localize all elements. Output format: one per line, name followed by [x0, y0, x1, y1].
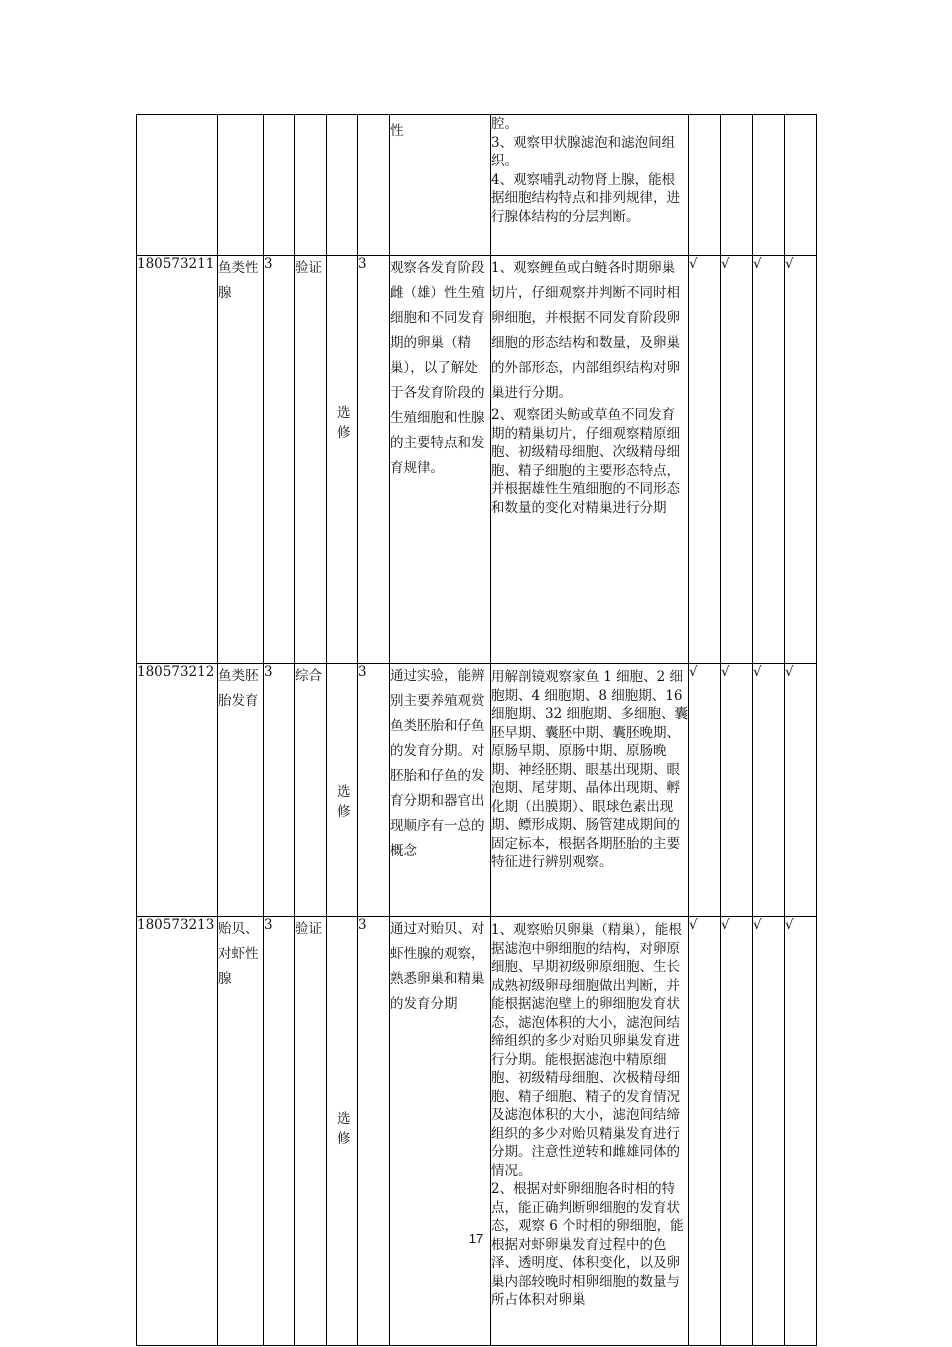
content-paragraph: 1、观察鲤鱼或白鲢各时期卵巢切片，仔细观察并判断不同时相卵细胞，并根据不同发育阶段卵细胞的形态结构和数量，及卵巢的外部形态，内部组织结构对卵巢进行分期。 — [491, 260, 680, 401]
content-cell: 用解剖镜观察家鱼 1 细胞、2 细胞期、4 细胞期、8 细胞期、16 细胞期、32 细胞期、多细胞、囊胚早期、囊胚中期、囊胚晚期、原肠早期、原肠中期、原肠晚期、神经胚期、眼基出现期、眼泡期、尾芽期、晶体出现期、孵化期（出膜期）、眼球色素出现期、鳔形成期、肠管建成期间的固定标本，根据各期胚胎的主要特征进行辨别观察。 — [491, 664, 689, 917]
course-name-cell: 贻贝、对虾性腺 — [218, 917, 264, 1346]
objective-cell: 通过对贻贝、对虾性腺的观察，熟悉卵巢和精巢的发育分期 — [390, 917, 491, 1346]
elective-label: 选修 — [337, 784, 351, 820]
headcount-cell: 3 — [358, 917, 390, 1346]
check-cell: √ — [689, 664, 721, 917]
elective-cell — [327, 256, 358, 664]
check-cell: √ — [753, 917, 785, 1346]
check-cell — [689, 115, 721, 256]
headcount-cell: 3 — [358, 664, 390, 917]
content-cell: 腔。 3、观察甲状腺滤泡和滤泡间组织。 4、观察哺乳动物肾上腺，能根据细胞结构特点和排列规律，进行腺体结构的分层判断。 — [491, 115, 689, 256]
check-cell: √ — [721, 664, 753, 917]
table-row — [137, 256, 817, 664]
content-cell: 1、观察贻贝卵巢（精巢），能根据滤泡中卵细胞的结构，对卵原细胞、早期初级卵原细胞、生长成熟初级卵母细胞做出判断，并能根据滤泡壁上的卵细胞发育状态，滤泡体积的大小，滤泡间结缔组织的多少对贻贝卵巢发育进行分期。能根据滤泡中精原细胞、初级精母细胞、次极精母细胞、精子细胞、精子的发育情况及滤泡体积的大小，滤泡间结缔组织的多少对贻贝精巢发育进行分期。注意性逆转和雌雄同体的情况。 2、根据对虾卵细胞各时相的特点，能正确判断卵细胞的发育状态，观察 6 个时相的卵细胞，能根据对虾卵巢发育过程中的色泽、透明度、体积变化，以及卵巢内部较晚时相卵细胞的数量与所占体积对卵巢 — [491, 917, 689, 1346]
course-id-cell — [137, 115, 218, 256]
type-cell: 综合 — [295, 664, 327, 917]
check-cell — [721, 115, 753, 256]
check-cell — [785, 115, 817, 256]
headcount-cell — [358, 115, 390, 256]
hours-cell: 3 — [264, 256, 295, 664]
elective-cell — [327, 664, 358, 917]
check-cell: √ — [785, 256, 817, 664]
objective-cell: 性 — [390, 115, 491, 256]
course-id-cell: 180573213 — [137, 917, 218, 1346]
table-row — [137, 917, 817, 1346]
course-name-cell: 鱼类性腺 — [218, 256, 264, 664]
table-row — [137, 664, 817, 917]
course-name-cell — [218, 115, 264, 256]
content-paragraph: 2、观察团头鲂或草鱼不同发育期的精巢切片，仔细观察精原细胞、初级精母细胞、次级精母细胞、精子细胞的主要形态特点，并根据雄性生殖细胞的不同形态和数量的变化对精巢进行分期 — [491, 407, 680, 516]
table-row — [137, 115, 817, 256]
elective-cell — [327, 115, 358, 256]
check-cell: √ — [689, 256, 721, 664]
objective-cell: 通过实验，能辨别主要养殖观赏鱼类胚胎和仔鱼的发育分期。对胚胎和仔鱼的发育分期和器官出现顺序有一总的概念 — [390, 664, 491, 917]
course-table — [136, 114, 817, 1346]
type-cell: 验证 — [295, 256, 327, 664]
hours-cell: 3 — [264, 917, 295, 1346]
content-cell — [491, 256, 689, 664]
type-cell — [295, 115, 327, 256]
elective-label: 选修 — [337, 1111, 351, 1147]
check-cell: √ — [753, 664, 785, 917]
check-cell: √ — [785, 917, 817, 1346]
type-cell: 验证 — [295, 917, 327, 1346]
page-number: 17 — [468, 1231, 484, 1246]
course-id-cell: 180573211 — [137, 256, 218, 664]
check-cell: √ — [753, 256, 785, 664]
course-name-cell: 鱼类胚胎发育 — [218, 664, 264, 917]
check-cell: √ — [721, 256, 753, 664]
check-cell — [753, 115, 785, 256]
hours-cell: 3 — [264, 664, 295, 917]
elective-label: 选修 — [337, 405, 351, 441]
objective-cell: 观察各发育阶段雌（雄）性生殖细胞和不同发育期的卵巢（精巢），以了解处于各发育阶段的生殖细胞和性腺的主要特点和发育规律。 — [390, 256, 491, 664]
check-cell: √ — [721, 917, 753, 1346]
check-cell: √ — [689, 917, 721, 1346]
headcount-cell: 3 — [358, 256, 390, 664]
hours-cell — [264, 115, 295, 256]
elective-cell — [327, 917, 358, 1346]
course-id-cell: 180573212 — [137, 664, 218, 917]
check-cell: √ — [785, 664, 817, 917]
